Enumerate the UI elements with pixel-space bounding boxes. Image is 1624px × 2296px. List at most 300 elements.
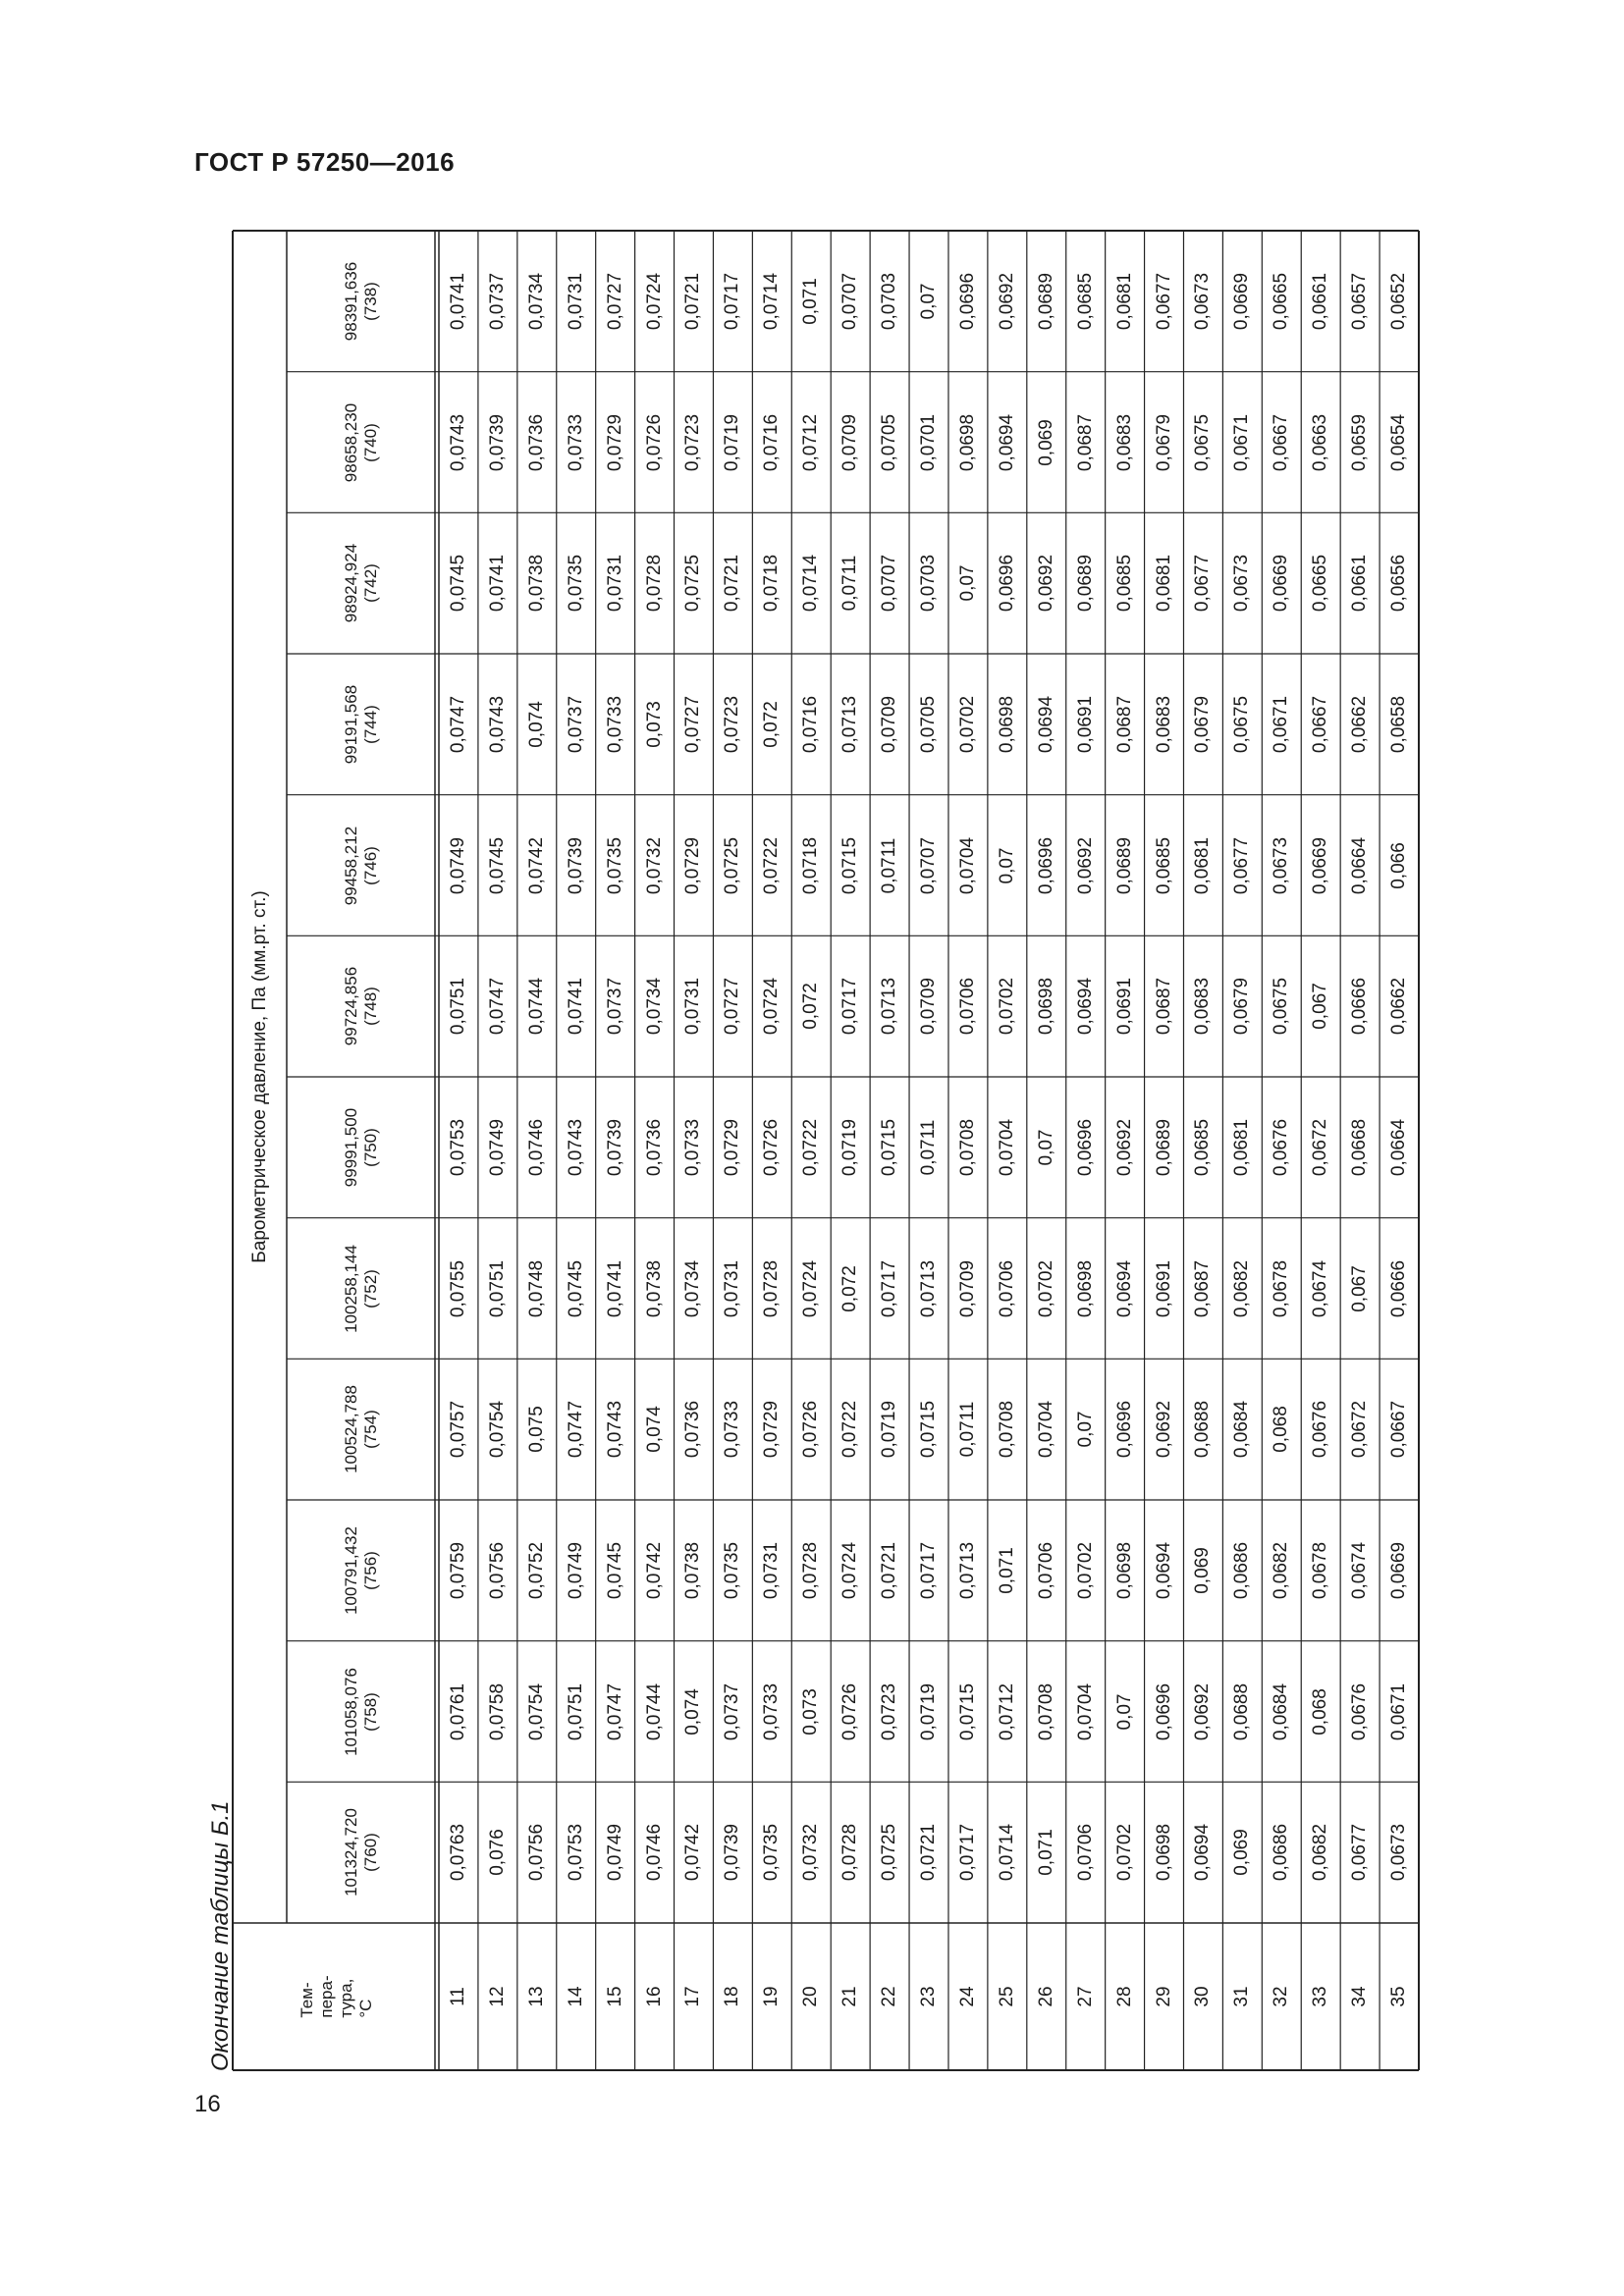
value-cell: 0,0689 — [1035, 272, 1056, 330]
value-cell: 0,0737 — [604, 978, 625, 1036]
value-cell: 0,0681 — [1192, 836, 1214, 894]
temperature-cell: 29 — [1153, 1986, 1174, 2007]
value-cell: 0,0739 — [486, 413, 508, 471]
value-cell: 0,0696 — [1035, 836, 1056, 894]
value-cell: 0,0702 — [1113, 1824, 1135, 1882]
value-cell: 0,0714 — [996, 1824, 1017, 1882]
value-cell: 0,0683 — [1153, 695, 1174, 753]
value-cell: 0,0715 — [956, 1682, 978, 1740]
value-cell: 0,0742 — [525, 836, 547, 894]
value-cell: 0,0671 — [1231, 413, 1253, 471]
value-cell: 0,0706 — [956, 978, 978, 1036]
value-cell: 0,0663 — [1310, 413, 1331, 471]
value-cell: 0,0741 — [486, 555, 508, 613]
temperature-cell: 32 — [1271, 1986, 1292, 2007]
value-cell: 0,0664 — [1388, 1118, 1410, 1176]
value-cell: 0,0706 — [1074, 1824, 1096, 1882]
pressure-column-header — [342, 826, 381, 904]
value-cell: 0,0732 — [643, 836, 665, 894]
value-cell: 0,0665 — [1271, 272, 1292, 330]
value-cell: 0,0721 — [879, 1541, 900, 1599]
pressure-mmhg: (738) — [360, 281, 380, 321]
pressure-pa: 101324,720 — [341, 1808, 360, 1897]
value-cell: 0,0652 — [1388, 272, 1410, 330]
pressure-column-header — [342, 262, 381, 341]
value-cell: 0,0724 — [800, 1259, 822, 1317]
value-cell: 0,0684 — [1271, 1682, 1292, 1740]
value-cell: 0,0711 — [918, 1119, 939, 1176]
value-cell: 0,0704 — [996, 1118, 1017, 1176]
pressure-mmhg: (746) — [360, 845, 380, 885]
value-cell: 0,0696 — [1074, 1118, 1096, 1176]
value-cell: 0,0704 — [1035, 1401, 1056, 1459]
value-cell: 0,0723 — [682, 413, 704, 471]
value-cell: 0,073 — [643, 701, 665, 748]
value-cell: 0,0731 — [604, 555, 625, 613]
pressure-mmhg: (744) — [360, 704, 380, 744]
value-cell: 0,0686 — [1231, 1541, 1253, 1599]
value-cell: 0,0694 — [1035, 695, 1056, 753]
value-cell: 0,0704 — [1074, 1682, 1096, 1740]
value-cell: 0,0729 — [604, 413, 625, 471]
value-cell: 0,0665 — [1310, 555, 1331, 613]
value-cell: 0,0689 — [1113, 836, 1135, 894]
value-cell: 0,0687 — [1153, 978, 1174, 1036]
value-cell: 0,0746 — [525, 1118, 547, 1176]
value-cell: 0,0681 — [1113, 272, 1135, 330]
value-cell: 0,0731 — [761, 1541, 783, 1599]
value-cell: 0,0724 — [839, 1541, 861, 1599]
value-cell: 0,0682 — [1310, 1824, 1331, 1882]
temperature-cell: 31 — [1231, 1986, 1253, 2007]
value-cell: 0,0711 — [956, 1401, 978, 1458]
value-cell: 0,0678 — [1271, 1259, 1292, 1317]
pressure-column-header — [342, 1526, 381, 1615]
value-cell: 0,0677 — [1349, 1824, 1371, 1882]
value-cell: 0,0725 — [682, 555, 704, 613]
value-cell: 0,0705 — [918, 695, 939, 753]
value-cell: 0,0691 — [1074, 695, 1096, 753]
value-cell: 0,0746 — [643, 1824, 665, 1882]
pressure-pa: 99724,856 — [341, 966, 360, 1046]
pressure-pa: 100791,432 — [341, 1525, 360, 1615]
pressure-pa: 101058,076 — [341, 1667, 360, 1756]
pressure-mmhg: (752) — [360, 1268, 380, 1308]
value-cell: 0,069 — [1035, 418, 1056, 466]
value-cell: 0,0694 — [1113, 1259, 1135, 1317]
value-cell: 0,0753 — [565, 1824, 586, 1882]
value-cell: 0,074 — [525, 701, 547, 748]
value-cell: 0,0763 — [447, 1824, 468, 1882]
pressure-table — [233, 231, 1419, 2070]
value-cell: 0,0713 — [956, 1541, 978, 1599]
value-cell: 0,071 — [996, 1547, 1017, 1594]
value-cell: 0,0729 — [761, 1401, 783, 1459]
value-cell: 0,0737 — [565, 695, 586, 753]
value-cell: 0,0745 — [447, 555, 468, 613]
value-cell: 0,0702 — [1035, 1259, 1056, 1317]
value-cell: 0,0716 — [800, 695, 822, 753]
value-cell: 0,0744 — [643, 1682, 665, 1740]
value-cell: 0,071 — [800, 278, 822, 325]
value-cell: 0,0674 — [1310, 1259, 1331, 1317]
value-cell: 0,0738 — [525, 555, 547, 613]
value-cell: 0,0733 — [565, 413, 586, 471]
value-cell: 0,0758 — [486, 1682, 508, 1740]
value-cell: 0,0679 — [1153, 413, 1174, 471]
value-cell: 0,0692 — [996, 272, 1017, 330]
temperature-cell: 34 — [1349, 1986, 1371, 2007]
value-cell: 0,0733 — [604, 695, 625, 753]
value-cell: 0,0714 — [761, 272, 783, 330]
value-cell: 0,0726 — [761, 1118, 783, 1176]
value-cell: 0,0683 — [1192, 978, 1214, 1036]
value-cell: 0,0731 — [722, 1259, 743, 1317]
value-cell: 0,0712 — [996, 1682, 1017, 1740]
value-cell: 0,0738 — [682, 1541, 704, 1599]
value-cell: 0,0717 — [956, 1824, 978, 1882]
value-cell: 0,0681 — [1153, 555, 1174, 613]
value-cell: 0,0698 — [1074, 1259, 1096, 1317]
value-cell: 0,0736 — [643, 1118, 665, 1176]
temperature-cell: 21 — [839, 1986, 861, 2007]
value-cell: 0,0706 — [996, 1259, 1017, 1317]
value-cell: 0,0703 — [918, 555, 939, 613]
value-cell: 0,0749 — [447, 836, 468, 894]
value-cell: 0,0668 — [1349, 1118, 1371, 1176]
pressure-pa: 100258,144 — [341, 1244, 360, 1333]
value-cell: 0,0708 — [956, 1118, 978, 1176]
value-cell: 0,0721 — [918, 1824, 939, 1882]
value-cell: 0,0723 — [722, 695, 743, 753]
value-cell: 0,0662 — [1349, 695, 1371, 753]
temperature-cell: 30 — [1192, 1986, 1214, 2007]
value-cell: 0,0692 — [1113, 1118, 1135, 1176]
value-cell: 0,0683 — [1113, 413, 1135, 471]
value-cell: 0,0726 — [643, 413, 665, 471]
value-cell: 0,0727 — [722, 978, 743, 1036]
value-cell: 0,0669 — [1231, 272, 1253, 330]
value-cell: 0,066 — [1388, 841, 1410, 889]
value-cell: 0,0739 — [722, 1824, 743, 1882]
temperature-cell: 12 — [486, 1986, 508, 2007]
value-cell: 0,0714 — [800, 555, 822, 613]
value-cell: 0,0731 — [565, 272, 586, 330]
pressure-pa: 98391,636 — [341, 261, 360, 342]
value-cell: 0,0671 — [1388, 1682, 1410, 1740]
value-cell: 0,0692 — [1074, 836, 1096, 894]
value-cell: 0,0715 — [879, 1118, 900, 1176]
document-code: ГОСТ Р 57250—2016 — [194, 147, 456, 177]
value-cell: 0,0696 — [996, 555, 1017, 613]
value-cell: 0,0661 — [1349, 555, 1371, 613]
value-cell: 0,0722 — [800, 1118, 822, 1176]
value-cell: 0,0676 — [1349, 1682, 1371, 1740]
value-cell: 0,0733 — [761, 1682, 783, 1740]
value-cell: 0,068 — [1271, 1406, 1292, 1453]
value-cell: 0,0659 — [1349, 413, 1371, 471]
value-cell: 0,0694 — [996, 413, 1017, 471]
value-cell: 0,0681 — [1231, 1118, 1253, 1176]
value-cell: 0,0707 — [879, 555, 900, 613]
value-cell: 0,0721 — [682, 272, 704, 330]
value-cell: 0,0731 — [682, 978, 704, 1036]
value-cell: 0,0682 — [1271, 1541, 1292, 1599]
value-cell: 0,0713 — [839, 695, 861, 753]
temperature-cell: 18 — [722, 1986, 743, 2007]
value-cell: 0,0703 — [879, 272, 900, 330]
value-cell: 0,0742 — [643, 1541, 665, 1599]
value-cell: 0,0708 — [1035, 1682, 1056, 1740]
value-cell: 0,0711 — [839, 555, 861, 612]
value-cell: 0,0707 — [918, 836, 939, 894]
temperature-cell: 22 — [879, 1986, 900, 2007]
value-cell: 0,0751 — [565, 1682, 586, 1740]
value-cell: 0,0688 — [1231, 1682, 1253, 1740]
value-cell: 0,0684 — [1231, 1401, 1253, 1459]
value-cell: 0,0667 — [1310, 695, 1331, 753]
pressure-pa: 98924,924 — [341, 543, 360, 623]
pressure-column-header — [342, 1245, 381, 1333]
value-cell: 0,072 — [761, 701, 783, 748]
value-cell: 0,071 — [1035, 1829, 1056, 1876]
value-cell: 0,0696 — [1153, 1682, 1174, 1740]
pressure-column-header — [342, 967, 381, 1045]
value-cell: 0,0716 — [761, 413, 783, 471]
value-cell: 0,0718 — [800, 836, 822, 894]
value-cell: 0,0735 — [604, 836, 625, 894]
value-cell: 0,0728 — [761, 1259, 783, 1317]
value-cell: 0,0742 — [682, 1824, 704, 1882]
value-cell: 0,0667 — [1271, 413, 1292, 471]
pressure-pa: 99458,212 — [341, 826, 360, 905]
value-cell: 0,0734 — [682, 1259, 704, 1317]
pressure-mmhg: (756) — [360, 1550, 380, 1590]
value-cell: 0,074 — [682, 1687, 704, 1735]
value-cell: 0,073 — [800, 1687, 822, 1735]
pressure-column-header — [342, 1385, 381, 1473]
value-cell: 0,0761 — [447, 1682, 468, 1740]
span-header: Барометрическое давление, Па (мм.рт. ст.) — [248, 890, 270, 1263]
value-cell: 0,0737 — [722, 1682, 743, 1740]
value-cell: 0,0694 — [1074, 978, 1096, 1036]
value-cell: 0,0736 — [525, 413, 547, 471]
value-cell: 0,0675 — [1231, 695, 1253, 753]
value-cell: 0,0713 — [879, 978, 900, 1036]
value-cell: 0,0667 — [1388, 1401, 1410, 1459]
value-cell: 0,0715 — [839, 836, 861, 894]
value-cell: 0,0718 — [761, 555, 783, 613]
value-cell: 0,0694 — [1192, 1824, 1214, 1882]
value-cell: 0,0751 — [486, 1259, 508, 1317]
value-cell: 0,0698 — [1035, 978, 1056, 1036]
value-cell: 0,0702 — [996, 978, 1017, 1036]
pressure-column-header — [342, 685, 381, 764]
value-cell: 0,0734 — [643, 978, 665, 1036]
value-cell: 0,0721 — [722, 555, 743, 613]
temperature-cell: 14 — [565, 1986, 586, 2007]
value-cell: 0,0741 — [565, 978, 586, 1036]
value-cell: 0,0671 — [1271, 695, 1292, 753]
value-cell: 0,07 — [918, 283, 939, 320]
value-cell: 0,0656 — [1388, 555, 1410, 613]
value-cell: 0,0677 — [1192, 555, 1214, 613]
value-cell: 0,0673 — [1231, 555, 1253, 613]
value-cell: 0,0719 — [918, 1682, 939, 1740]
value-cell: 0,0717 — [839, 978, 861, 1036]
value-cell: 0,0669 — [1310, 836, 1331, 894]
value-cell: 0,0724 — [761, 978, 783, 1036]
temperature-cell: 19 — [761, 1986, 783, 2007]
value-cell: 0,0717 — [722, 272, 743, 330]
value-cell: 0,0675 — [1192, 413, 1214, 471]
value-cell: 0,0737 — [486, 272, 508, 330]
value-cell: 0,0713 — [918, 1259, 939, 1317]
value-cell: 0,0682 — [1231, 1259, 1253, 1317]
value-cell: 0,0729 — [722, 1118, 743, 1176]
value-cell: 0,0685 — [1074, 272, 1096, 330]
value-cell: 0,0753 — [447, 1118, 468, 1176]
value-cell: 0,0743 — [447, 413, 468, 471]
value-cell: 0,0678 — [1310, 1541, 1331, 1599]
value-cell: 0,0685 — [1113, 555, 1135, 613]
value-cell: 0,0691 — [1113, 978, 1135, 1036]
value-cell: 0,0756 — [486, 1541, 508, 1599]
value-cell: 0,067 — [1310, 983, 1331, 1030]
temperature-cell: 25 — [996, 1986, 1017, 2007]
value-cell: 0,0717 — [918, 1541, 939, 1599]
value-cell: 0,0657 — [1349, 272, 1371, 330]
value-cell: 0,0745 — [486, 836, 508, 894]
value-cell: 0,0759 — [447, 1541, 468, 1599]
value-cell: 0,0751 — [447, 978, 468, 1036]
value-cell: 0,0692 — [1153, 1401, 1174, 1459]
value-cell: 0,0725 — [879, 1824, 900, 1882]
temperature-cell: 13 — [525, 1986, 547, 2007]
value-cell: 0,0745 — [565, 1259, 586, 1317]
temperature-cell: 17 — [682, 1986, 704, 2007]
pressure-column-header — [342, 402, 381, 481]
value-cell: 0,0743 — [604, 1401, 625, 1459]
pressure-column-header — [342, 1808, 381, 1896]
value-cell: 0,0715 — [918, 1401, 939, 1459]
value-cell: 0,0735 — [722, 1541, 743, 1599]
value-cell: 0,0688 — [1192, 1401, 1214, 1459]
value-cell: 0,0654 — [1388, 413, 1410, 471]
value-cell: 0,0735 — [565, 555, 586, 613]
value-cell: 0,0691 — [1153, 1259, 1174, 1317]
value-cell: 0,0728 — [800, 1541, 822, 1599]
value-cell: 0,0727 — [682, 695, 704, 753]
value-cell: 0,0702 — [1074, 1541, 1096, 1599]
value-cell: 0,0743 — [565, 1118, 586, 1176]
temperature-cell: 27 — [1074, 1986, 1096, 2007]
pressure-mmhg: (740) — [360, 422, 380, 462]
value-cell: 0,0752 — [525, 1541, 547, 1599]
value-cell: 0,0661 — [1310, 272, 1331, 330]
value-cell: 0,0676 — [1271, 1118, 1292, 1176]
value-cell: 0,0709 — [879, 695, 900, 753]
value-cell: 0,0739 — [604, 1118, 625, 1176]
value-cell: 0,0685 — [1192, 1118, 1214, 1176]
value-cell: 0,0692 — [1035, 555, 1056, 613]
temperature-cell: 35 — [1388, 1986, 1410, 2007]
value-cell: 0,07 — [1035, 1129, 1056, 1166]
value-cell: 0,0719 — [839, 1118, 861, 1176]
value-cell: 0,0726 — [839, 1682, 861, 1740]
value-cell: 0,0733 — [682, 1118, 704, 1176]
value-cell: 0,0717 — [879, 1259, 900, 1317]
value-cell: 0,0685 — [1153, 836, 1174, 894]
value-cell: 0,0728 — [839, 1824, 861, 1882]
pressure-mmhg: (760) — [360, 1833, 380, 1873]
value-cell: 0,0706 — [1035, 1541, 1056, 1599]
value-cell: 0,0673 — [1192, 272, 1214, 330]
value-cell: 0,072 — [839, 1264, 861, 1312]
value-cell: 0,0747 — [604, 1682, 625, 1740]
value-cell: 0,0741 — [604, 1259, 625, 1317]
value-cell: 0,0669 — [1271, 555, 1292, 613]
value-cell: 0,0707 — [839, 272, 861, 330]
value-cell: 0,0672 — [1310, 1118, 1331, 1176]
value-cell: 0,0674 — [1349, 1541, 1371, 1599]
value-cell: 0,0708 — [996, 1401, 1017, 1459]
value-cell: 0,0756 — [525, 1824, 547, 1882]
value-cell: 0,0696 — [1113, 1401, 1135, 1459]
value-cell: 0,0702 — [956, 695, 978, 753]
value-cell: 0,0698 — [956, 413, 978, 471]
value-cell: 0,0757 — [447, 1401, 468, 1459]
value-cell: 0,0754 — [525, 1682, 547, 1740]
value-cell: 0,0709 — [956, 1259, 978, 1317]
value-cell: 0,0677 — [1231, 836, 1253, 894]
pressure-column-header — [342, 544, 381, 622]
value-cell: 0,0698 — [1113, 1541, 1135, 1599]
value-cell: 0,0672 — [1349, 1401, 1371, 1459]
value-cell: 0,0754 — [486, 1401, 508, 1459]
table-caption: Окончание таблицы Б.1 — [207, 1800, 234, 2071]
value-cell: 0,072 — [800, 983, 822, 1030]
value-cell: 0,07 — [996, 847, 1017, 883]
pressure-mmhg: (750) — [360, 1127, 380, 1167]
value-cell: 0,075 — [525, 1406, 547, 1453]
value-cell: 0,0745 — [604, 1541, 625, 1599]
value-cell: 0,0732 — [800, 1824, 822, 1882]
value-cell: 0,0698 — [1153, 1824, 1174, 1882]
value-cell: 0,0743 — [486, 695, 508, 753]
pressure-column-header — [342, 1668, 381, 1756]
value-cell: 0,0733 — [722, 1401, 743, 1459]
value-cell: 0,0747 — [486, 978, 508, 1036]
value-cell: 0,0709 — [839, 413, 861, 471]
value-cell: 0,0749 — [486, 1118, 508, 1176]
value-cell: 0,0666 — [1388, 1259, 1410, 1317]
value-cell: 0,0734 — [525, 272, 547, 330]
value-cell: 0,0696 — [956, 272, 978, 330]
value-cell: 0,0679 — [1192, 695, 1214, 753]
value-cell: 0,0673 — [1271, 836, 1292, 894]
temperature-cell: 33 — [1310, 1986, 1331, 2007]
pressure-mmhg: (742) — [360, 563, 380, 603]
value-cell: 0,0662 — [1388, 978, 1410, 1036]
value-cell: 0,0712 — [800, 413, 822, 471]
value-cell: 0,0694 — [1153, 1541, 1174, 1599]
value-cell: 0,0709 — [918, 978, 939, 1036]
value-cell: 0,07 — [1074, 1411, 1096, 1448]
value-cell: 0,0736 — [682, 1401, 704, 1459]
value-cell: 0,0741 — [447, 272, 468, 330]
value-cell: 0,0739 — [565, 836, 586, 894]
